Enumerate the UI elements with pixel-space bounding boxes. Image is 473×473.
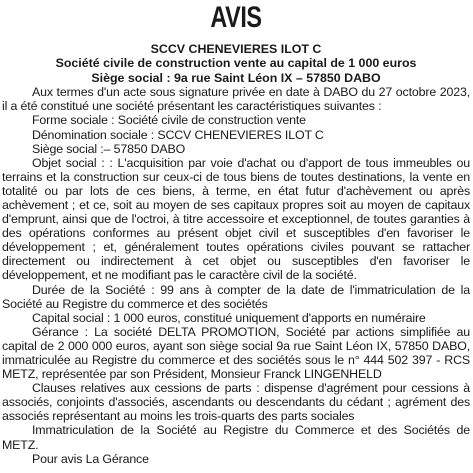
notice-body xyxy=(2,85,470,466)
objet-social: Objet social : : L'acquisition par voie d'achat ou d'apport de tous immeubles ou terrains et la construction sur ceux-ci de tous biens de toutes destinations, la vente en totalité ou par lots de ces biens, à terme, en état futur d'achèvement ou après achèvement ; et ce, soit au moyen de ses capitaux propres soit au moyen de capitaux d'emprunt, ainsi que de l'octroi, à titre accessoire et exceptionnel, de toutes garanties à des opérations conformes au présent objet civil et susceptibles d'en favoriser le développement ; et, généralement toutes opérations civiles pouvant se rattacher directement ou indirectement à cet objet ou susceptibles d'en favoriser le développement, et ne modifiant pas le caractère civil de la société. xyxy=(2,155,470,283)
duree-societe: Durée de la Société : 99 ans à compter de la date de l'immatriculation de la Société au Registre du commerce et des sociétés xyxy=(2,282,470,311)
gerance: Gérance : La société DELTA PROMOTION, Société par actions simplifiée au capital de 2 000 000 euros, ayant son siège social 9a rue Saint Léon IX, 57850 DABO, immatriculée au Registre du commerce et des sociétés sous le n° 444 502 397 - RCS METZ, représentée par son Président, Monsieur Franck LINGENHELD xyxy=(2,324,470,382)
legal-notice xyxy=(0,1,473,473)
company-type-line: Société civile de construction vente au capital de 1 000 euros xyxy=(55,56,417,71)
clauses-cessions: Clauses relatives aux cessions de parts : dispense d'agrément pour cessions à associés, conjoints d'associés, ascendants ou descendants du cédant ; agrément des associés représentant au moins les trois-quarts des parts sociales xyxy=(2,381,470,424)
notice-headline: AVIS xyxy=(210,1,262,34)
intro-paragraph: Aux termes d'un acte sous signature privée en date à DABO du 27 octobre 2023, il a été constitué une société présentant les caractéristiques suivantes : xyxy=(2,85,470,114)
company-seat-line: Siège social : 9a rue Saint Léon IX – 57850 DABO xyxy=(91,70,381,85)
company-header xyxy=(2,42,470,85)
capital-social: Capital social : 1 000 euros, constitué uniquement d'apports en numéraire xyxy=(32,310,426,325)
immatriculation: Immatriculation de la Société au Registre du Commerce et des Sociétés de METZ. xyxy=(2,423,470,452)
company-name: SCCV CHENEVIERES ILOT C xyxy=(150,42,322,56)
forme-sociale: Forme sociale : Société civile de construction vente xyxy=(32,113,306,128)
signature-line: Pour avis La Gérance xyxy=(32,451,149,466)
siege-social: Siège social :– 57850 DABO xyxy=(32,141,186,156)
denomination-sociale: Dénomination sociale : SCCV CHENEVIERES ILOT C xyxy=(32,127,324,142)
